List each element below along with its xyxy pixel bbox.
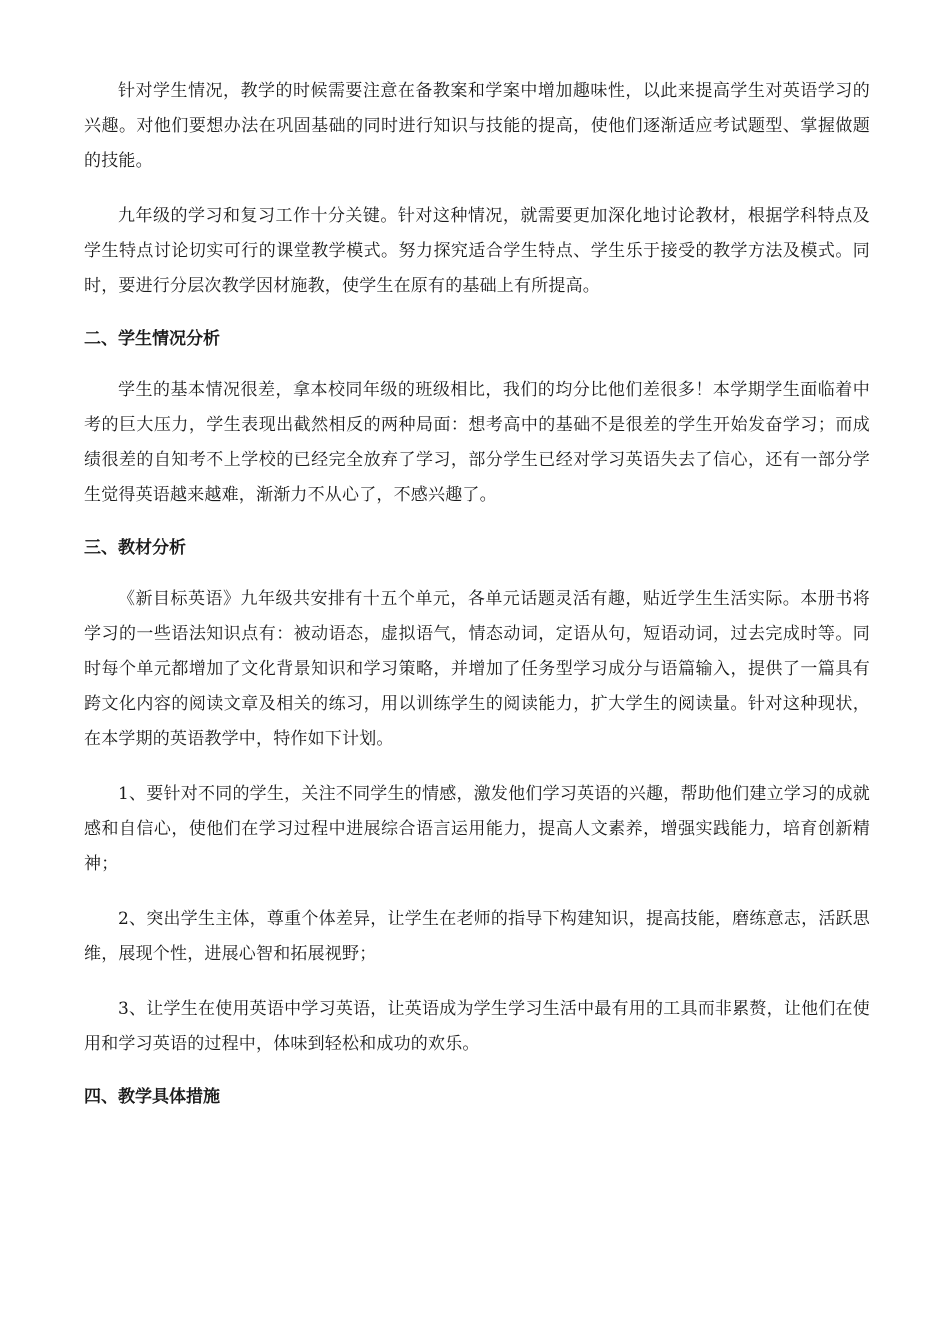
plan-item-1: 1、要针对不同的学生，关注不同学生的情感，激发他们学习英语的兴趣，帮助他们建立学习的成就感和自信心，使他们在学习过程中进展综合语言运用能力，提高人文素养，增强实践能力，培育创新精神； — [84, 784, 870, 874]
intro-paragraph-1: 针对学生情况，教学的时候需要注意在备教案和学案中增加趣味性，以此来提高学生对英语学习的兴趣。对他们要想办法在巩固基础的同时进行知识与技能的提高，使他们逐渐适应考试题型、掌握做题的技能。 — [84, 81, 870, 171]
plan-item-3: 3、让学生在使用英语中学习英语，让英语成为学生学习生活中最有用的工具而非累赘，让他们在使用和学习英语的过程中，体味到轻松和成功的欢乐。 — [84, 999, 870, 1054]
plan-item-2: 2、突出学生主体，尊重个体差异，让学生在老师的指导下构建知识，提高技能，磨练意志，活跃思维，展现个性，进展心智和拓展视野； — [84, 909, 870, 964]
section-heading-student-analysis: 二、学生情况分析 — [84, 329, 220, 349]
section-heading-teaching-measures: 四、教学具体措施 — [84, 1087, 220, 1107]
intro-paragraph-2: 九年级的学习和复习工作十分关键。针对这种情况，就需要更加深化地讨论教材，根据学科特点及学生特点讨论切实可行的课堂教学模式。努力探究适合学生特点、学生乐于接受的教学方法及模式。同时，要进行分层次教学因材施教，使学生在原有的基础上有所提高。 — [84, 206, 870, 296]
student-analysis-paragraph: 学生的基本情况很差，拿本校同年级的班级相比，我们的均分比他们差很多！本学期学生面临着中考的巨大压力，学生表现出截然相反的两种局面：想考高中的基础不是很差的学生开始发奋学习；而成绩很差的自知考不上学校的已经完全放弃了学习，部分学生已经对学习英语失去了信心，还有一部分学生觉得英语越来越难，渐渐力不从心了，不感兴趣了。 — [84, 380, 870, 505]
textbook-analysis-paragraph: 《新目标英语》九年级共安排有十五个单元，各单元话题灵活有趣，贴近学生生活实际。本册书将学习的一些语法知识点有：被动语态，虚拟语气，情态动词，定语从句，短语动词，过去完成时等。同时每个单元都增加了文化背景知识和学习策略，并增加了任务型学习成分与语篇输入，提供了一篇具有跨文化内容的阅读文章及相关的练习，用以训练学生的阅读能力，扩大学生的阅读量。针对这种现状，在本学期的英语教学中，特作如下计划。 — [84, 589, 870, 749]
section-heading-textbook-analysis: 三、教材分析 — [84, 538, 186, 558]
document-page — [84, 74, 870, 1131]
